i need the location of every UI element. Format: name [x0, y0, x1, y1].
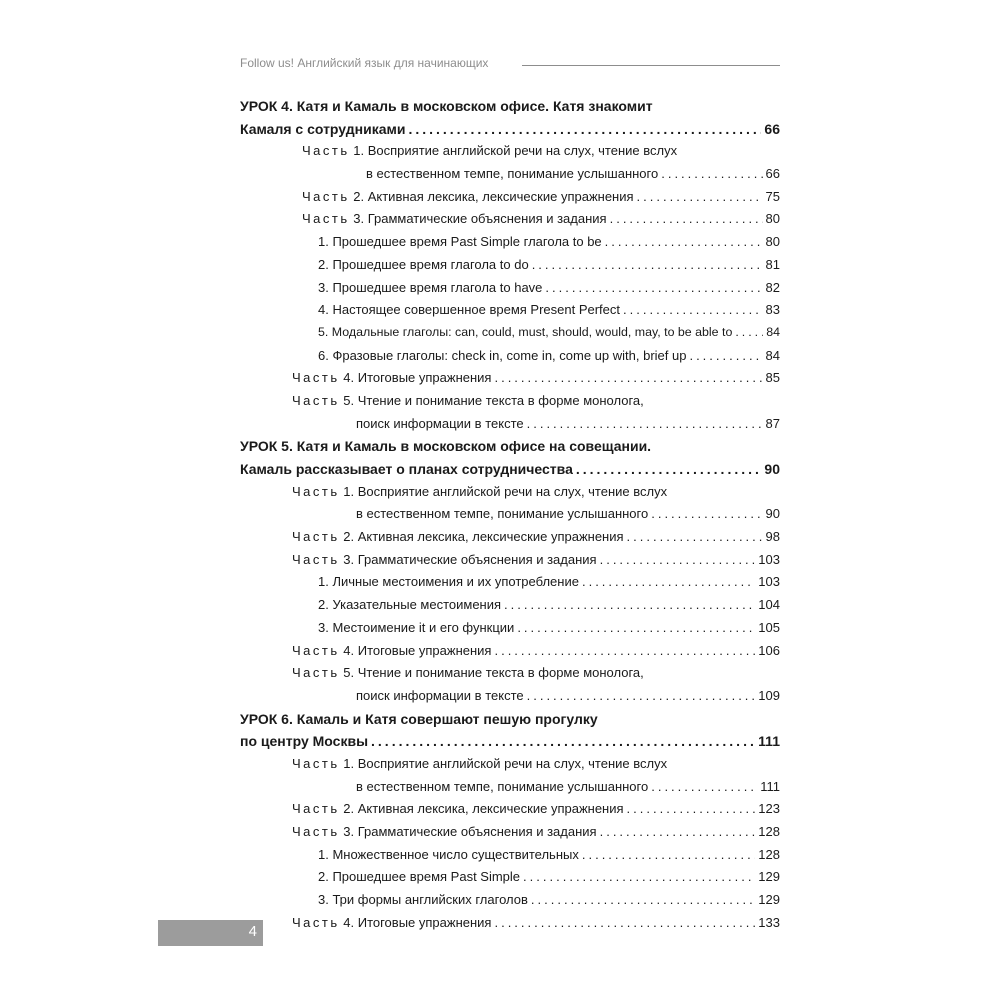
part-text: в естественном темпе, понимание услышанного: [366, 166, 659, 182]
dot-leader: [532, 257, 763, 272]
part-number: 4.: [343, 370, 355, 386]
grammar-topic: 1. Личные местоимения и их употребление: [318, 574, 579, 590]
part-number: 3.: [343, 824, 355, 839]
part-text: Итоговые упражнения: [357, 642, 492, 658]
part-text: Чтение и понимание текста в форме монолога,: [357, 392, 644, 408]
dot-leader: [582, 574, 755, 589]
part-text: Итоговые упражнения: [357, 370, 492, 386]
grammar-topic: 6. Фразовые глаголы: check in, come in, come up with, brief up: [318, 347, 687, 363]
dot-leader: [494, 915, 755, 930]
part-number: 4.: [343, 914, 355, 930]
page-number: 105: [758, 619, 780, 635]
page-number: 129: [758, 892, 780, 908]
dot-leader: [610, 211, 763, 226]
part-text: Активная лексика, лексические упражнения: [357, 801, 624, 817]
part-label: Часть: [302, 211, 350, 227]
part-text: Восприятие английской речи на слух, чтение вслух: [357, 483, 668, 499]
grammar-topic: 2. Указательные местоимения: [318, 597, 502, 613]
page-number-tab: [158, 920, 263, 946]
toc-part-line: [240, 143, 780, 166]
dot-leader: [494, 643, 755, 658]
part-text: Чтение и понимание текста в форме монолога,: [357, 665, 644, 681]
dot-leader: [371, 733, 755, 749]
page-number: 90: [764, 461, 780, 477]
dot-leader: [623, 302, 763, 317]
page-number: 87: [765, 415, 780, 431]
page-number: 106: [758, 642, 780, 658]
grammar-topic: 3. Прошедшее время глагола to have: [318, 279, 543, 295]
page-number: 103: [758, 551, 780, 567]
toc-part-line: [240, 756, 780, 779]
dot-leader: [651, 506, 762, 521]
page-number: 66: [764, 120, 780, 137]
toc-entry[interactable]: [240, 257, 780, 280]
toc-entry[interactable]: [240, 552, 780, 575]
toc-entry[interactable]: [240, 688, 780, 711]
part-text: в естественном темпе, понимание услышанного: [356, 506, 649, 522]
toc-entry[interactable]: [240, 574, 780, 597]
toc-entry[interactable]: [240, 824, 780, 847]
dot-leader: [527, 416, 763, 431]
part-number: 3.: [343, 551, 355, 567]
part-label: Часть: [302, 143, 350, 159]
toc-entry[interactable]: [240, 166, 780, 189]
dot-leader: [661, 166, 762, 181]
toc-entry[interactable]: [240, 529, 780, 552]
part-text: Восприятие английской речи на слух, чтение вслух: [367, 143, 678, 159]
page-number: 129: [758, 869, 780, 885]
page-number: 111: [758, 733, 780, 750]
dot-leader: [735, 325, 763, 339]
dot-leader: [689, 348, 762, 363]
toc-entry[interactable]: [240, 121, 780, 144]
part-number: 4.: [343, 642, 355, 658]
part-text: Восприятие английской речи на слух, чтение вслух: [357, 755, 668, 771]
toc-entry[interactable]: [240, 348, 780, 371]
part-number: 1.: [353, 143, 365, 159]
page-number: 103: [758, 574, 780, 590]
dot-leader: [600, 824, 756, 839]
part-label: Часть: [292, 483, 340, 499]
part-number: 3.: [353, 211, 365, 227]
page-number: 85: [765, 370, 780, 386]
part-text: Грамматические объяснения и задания: [357, 551, 597, 567]
part-text: в естественном темпе, понимание услышанного: [356, 778, 649, 794]
part-text: Грамматические объяснения и задания: [367, 211, 607, 227]
part-number: 2.: [343, 529, 355, 545]
grammar-topic: 4. Настоящее совершенное время Present Perfect: [318, 302, 621, 318]
page-number: 83: [765, 302, 780, 318]
part-label: Часть: [292, 392, 340, 408]
page-number: 104: [758, 597, 780, 613]
lesson-title: по центру Москвы: [240, 733, 369, 750]
page-number: 128: [758, 846, 780, 862]
lesson-title: Камаля с сотрудниками: [240, 120, 406, 137]
running-head-title: Follow us! Английский язык для начинающих: [240, 56, 489, 70]
toc-entry[interactable]: [240, 733, 780, 756]
page-number: 81: [765, 256, 780, 272]
page-number: 75: [765, 188, 780, 204]
lesson-title: УРОК 6. Камаль и Катя совершают пешую прогулку: [240, 710, 598, 727]
part-label: Часть: [302, 188, 350, 204]
grammar-topic: 5. Модальные глаголы: can, could, must, should, would, may, to be able to: [318, 324, 733, 339]
page-number: 82: [765, 279, 780, 295]
dot-leader: [605, 234, 763, 249]
dot-leader: [582, 847, 755, 862]
page-number: 90: [765, 506, 780, 522]
dot-leader: [627, 529, 763, 544]
dot-leader: [600, 552, 756, 567]
toc-entry[interactable]: [240, 325, 780, 348]
toc-entry[interactable]: [240, 801, 780, 824]
part-number: 5.: [343, 392, 355, 408]
toc-entry[interactable]: [240, 847, 780, 870]
toc-entry[interactable]: [240, 189, 780, 212]
part-text: Активная лексика, лексические упражнения: [367, 188, 634, 204]
grammar-topic: 1. Прошедшее время Past Simple глагола to be: [318, 234, 602, 250]
grammar-topic: 3. Три формы английских глаголов: [318, 892, 528, 908]
toc-part-line: [240, 484, 780, 507]
dot-leader: [627, 801, 756, 816]
dot-leader: [504, 597, 755, 612]
part-label: Часть: [292, 755, 340, 771]
page-number-label: 4: [248, 923, 257, 940]
part-label: Часть: [292, 801, 340, 817]
page-number: 80: [765, 211, 780, 227]
part-label: Часть: [292, 914, 340, 930]
part-label: Часть: [292, 551, 340, 567]
part-text: Итоговые упражнения: [357, 914, 492, 930]
part-label: Часть: [292, 665, 340, 681]
toc-part-line: [240, 665, 780, 688]
dot-leader: [408, 121, 761, 137]
grammar-topic: 2. Прошедшее время Past Simple: [318, 869, 521, 885]
toc-entry[interactable]: [240, 302, 780, 325]
page-number: 84: [766, 324, 780, 339]
dot-leader: [637, 189, 763, 204]
dot-leader: [494, 370, 762, 385]
lesson-title: Камаль рассказывает о планах сотрудничества: [240, 461, 573, 477]
toc-entry[interactable]: [240, 892, 780, 915]
toc-entry[interactable]: [240, 211, 780, 234]
part-text: поиск информации в тексте: [356, 415, 524, 431]
dot-leader: [531, 892, 755, 907]
page-number: 128: [758, 824, 780, 839]
toc-entry[interactable]: [240, 597, 780, 620]
toc-entry[interactable]: [240, 234, 780, 257]
dot-leader: [523, 869, 755, 884]
part-number: 1.: [343, 755, 355, 771]
toc-entry[interactable]: [240, 643, 780, 666]
toc-entry[interactable]: [240, 416, 780, 439]
grammar-topic: 2. Прошедшее время глагола to do: [318, 256, 529, 272]
lesson-title-line: [240, 438, 780, 461]
part-text: поиск информации в тексте: [356, 687, 524, 703]
dot-leader: [651, 779, 757, 794]
page-number: 66: [765, 166, 780, 182]
page-number: 80: [765, 234, 780, 250]
toc-entry[interactable]: [240, 915, 780, 938]
part-number: 2.: [353, 188, 365, 204]
toc-entry[interactable]: [240, 620, 780, 643]
part-label: Часть: [292, 529, 340, 545]
running-head-rule: [522, 65, 780, 66]
part-label: Часть: [292, 370, 340, 386]
lesson-title: УРОК 4. Катя и Камаль в московском офисе. Катя знакомит: [240, 98, 653, 114]
dot-leader: [576, 461, 762, 477]
part-number: 2.: [343, 801, 355, 817]
page-number: 133: [758, 914, 780, 930]
lesson-title: УРОК 5. Катя и Камаль в московском офисе на совещании.: [240, 438, 652, 455]
table-of-contents: [240, 98, 780, 937]
dot-leader: [545, 280, 762, 295]
dot-leader: [527, 688, 756, 703]
grammar-topic: 3. Местоимение it и его функции: [318, 619, 515, 635]
toc-entry[interactable]: [240, 506, 780, 529]
part-number: 1.: [343, 483, 355, 499]
part-number: 5.: [343, 665, 355, 681]
part-label: Часть: [292, 642, 340, 658]
page-number: 109: [758, 687, 780, 703]
lesson-title-line: [240, 98, 780, 121]
page-number: 84: [765, 347, 780, 363]
toc-part-line: [240, 393, 780, 416]
toc-entry[interactable]: [240, 280, 780, 303]
toc-entry[interactable]: [240, 461, 780, 484]
toc-entry[interactable]: [240, 869, 780, 892]
toc-entry[interactable]: [240, 370, 780, 393]
part-label: Часть: [292, 824, 340, 839]
page-number: 98: [765, 529, 780, 545]
part-text: Активная лексика, лексические упражнения: [357, 529, 624, 545]
lesson-title-line: [240, 711, 780, 734]
part-text: Грамматические объяснения и задания: [357, 824, 597, 839]
page-number: 111: [760, 778, 780, 794]
grammar-topic: 1. Множественное число существительных: [318, 846, 579, 862]
dot-leader: [517, 620, 755, 635]
toc-entry[interactable]: [240, 779, 780, 802]
page-number: 123: [758, 801, 780, 817]
